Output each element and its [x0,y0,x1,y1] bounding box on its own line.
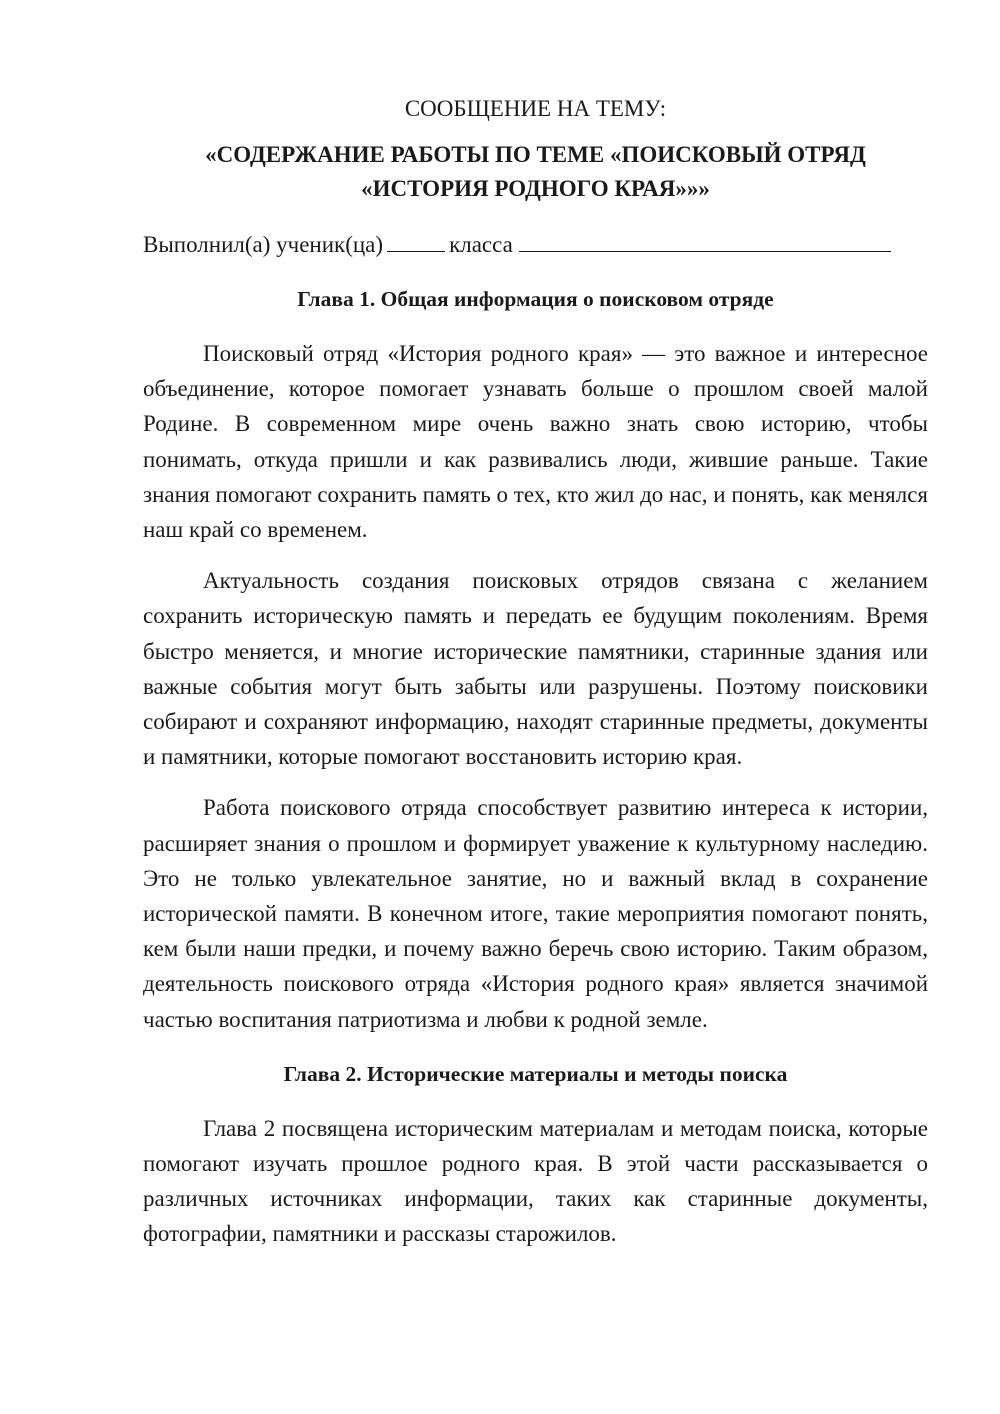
document-title-line-1: «СОДЕРЖАНИЕ РАБОТЫ ПО ТЕМЕ «ПОИСКОВЫЙ ОТРЯД [205,142,866,167]
author-label: Выполнил(а) ученик(ца) [143,232,384,257]
document-heading: СООБЩЕНИЕ НА ТЕМУ: [404,96,667,121]
document-title [143,138,928,206]
chapter-2-paragraph: Глава 2 посвящена историческим материалам и методам поиска, которые помогают изучать прошлое родного края. В этой части рассказывается о различных источниках информации, таких как старинные документы, фотографии, памятники и рассказы старожилов. [143,1115,928,1247]
chapter-1-title: Глава 1. Общая информация о поисковом отряде [297,287,774,311]
chapter-1-paragraph: Работа поискового отряда способствует развитию интереса к истории, расширяет знания о прошлом и формирует уважение к культурному наследию. Это не только увлекательное занятие, но и важный вклад в сохранение исторической памяти. В конечном итоге, такие мероприятия помогают понять, кем были наши предки, и почему важно беречь свою историю. Таким образом, деятельность поискового отряда «История родного края» является значимой частью воспитания патриотизма и любви к родной земле. [143,795,928,1032]
chapter-1-paragraph: Поисковый отряд «История родного края» — это важное и интересное объединение, которое помогает узнавать больше о прошлом своей малой Родине. В современном мире очень важно знать свою историю, чтобы понимать, откуда пришли и как развивались люди, жившие раньше. Такие знания помогают сохранить память о тех, кто жил до нас, и понять, как менялся наш край со временем. [143,341,928,543]
student-name-blank[interactable] [519,231,891,252]
document-title-line-2: «ИСТОРИЯ РОДНОГО КРАЯ»»» [361,176,710,201]
class-number-blank[interactable] [387,231,445,252]
class-label: класса [449,232,513,257]
document-page [143,92,928,1252]
chapter-2-title: Глава 2. Исторические материалы и методы поиска [283,1061,788,1086]
author-line [143,228,928,262]
chapter-1-paragraph: Актуальность создания поисковых отрядов связана с желанием сохранить историческую память и передать ее будущим поколениям. Время быстро меняется, и многие исторические памятники, старинные здания или важные события могут быть забыты или разрушены. Поэтому поисковики собирают и сохраняют информацию, находят старинные предметы, документы и памятники, которые помогают восстановить историю края. [143,568,928,770]
